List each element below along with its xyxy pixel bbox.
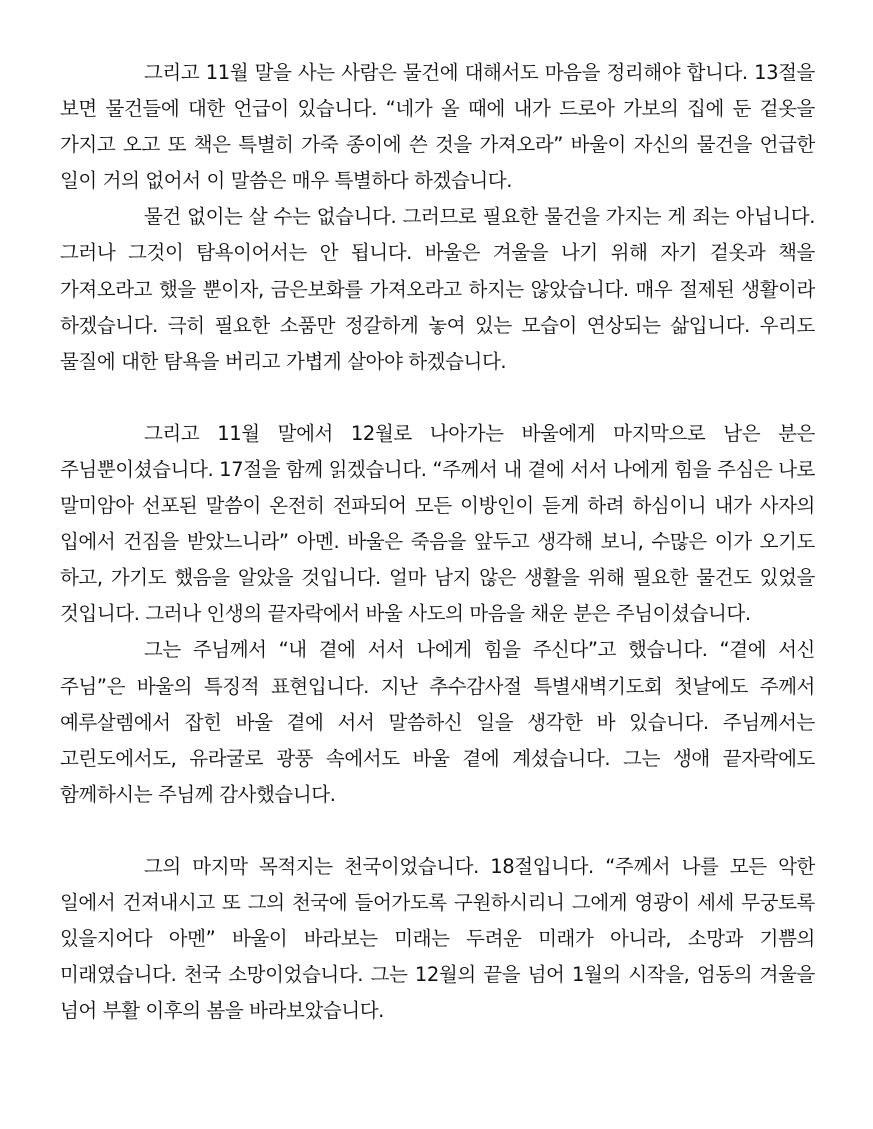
paragraph: 물건 없이는 살 수는 없습니다. 그러므로 필요한 물건을 가지는 게 죄는 아닙니다. 그러나 그것이 탐욕이어서는 안 됩니다. 바울은 겨울을 나기 위해 자기 겉옷과 책을 가져오라고 했을 뿐이자, 금은보화를 가져오라고 하지는 않았습니다. 매우 절제된 생활이라 하겠습니다. 극히 필요한 소품만 정갈하게 놓여 있는 모습이 연상되는 삶입니다. 우리도 물질에 대한 탐욕을 버리고 가볍게 살아야 하겠습니다. <box>60 205 815 373</box>
paragraph: 그는 주님께서 “내 곁에 서서 나에게 힘을 주신다”고 했습니다. “곁에 서신 주님”은 바울의 특징적 표현입니다. 지난 추수감사절 특별새벽기도회 첫날에도 주께서 예루살렘에서 잡힌 바울 곁에 서서 말씀하신 일을 생각한 바 있습니다. 주님께서는 고린도에서도, 유라굴로 광풍 속에서도 바울 곁에 계셨습니다. 그는 생애 끝자락에도 함께하시는 주님께 감사했습니다. <box>60 638 815 806</box>
section-lord-beside <box>60 416 815 813</box>
paragraph: 그리고 11월 말에서 12월로 나아가는 바울에게 마지막으로 남은 분은 주님뿐이셨습니다. 17절을 함께 읽겠습니다. “주께서 내 곁에 서서 나에게 힘을 주심은 나로 말미암아 선포된 말씀이 온전히 전파되어 모든 이방인이 듣게 하려 하심이니 내가 사자의 입에서 건짐을 받았느니라” 아멘. 바울은 죽음을 앞두고 생각해 보니, 수많은 이가 오기도 하고, 가기도 했음을 알았을 것입니다. 얼마 남지 않은 생활을 위해 필요한 물건도 있었을 것입니다. 그러나 인생의 끝자락에서 바울 사도의 마음을 채운 분은 주님이셨습니다. <box>60 421 815 626</box>
paragraph: 그의 마지막 목적지는 천국이었습니다. 18절입니다. “주께서 나를 모든 악한 일에서 건져내시고 또 그의 천국에 들어가도록 구원하시리니 그에게 영광이 세세 무궁토록 있을지어다 아멘” 바울이 바라보는 미래는 두려운 미래가 아니라, 소망과 기쁨의 미래였습니다. 천국 소망이었습니다. 그는 12월의 끝을 넘어 1월의 시작을, 엄동의 겨울을 넘어 부활 이후의 봄을 바라보았습니다. <box>60 854 815 1023</box>
section-possessions <box>60 55 815 380</box>
section-heaven <box>60 849 815 1029</box>
paragraph: 그리고 11월 말을 사는 사람은 물건에 대해서도 마음을 정리해야 합니다. 13절을 보면 물건들에 대한 언급이 있습니다. “네가 올 때에 내가 드로아 가보의 집에 둔 겉옷을 가지고 오고 또 책은 특별히 가죽 종이에 쓴 것을 가져오라” 바울이 자신의 물건을 언급한 일이 거의 없어서 이 말씀은 매우 특별하다 하겠습니다. <box>60 61 815 193</box>
